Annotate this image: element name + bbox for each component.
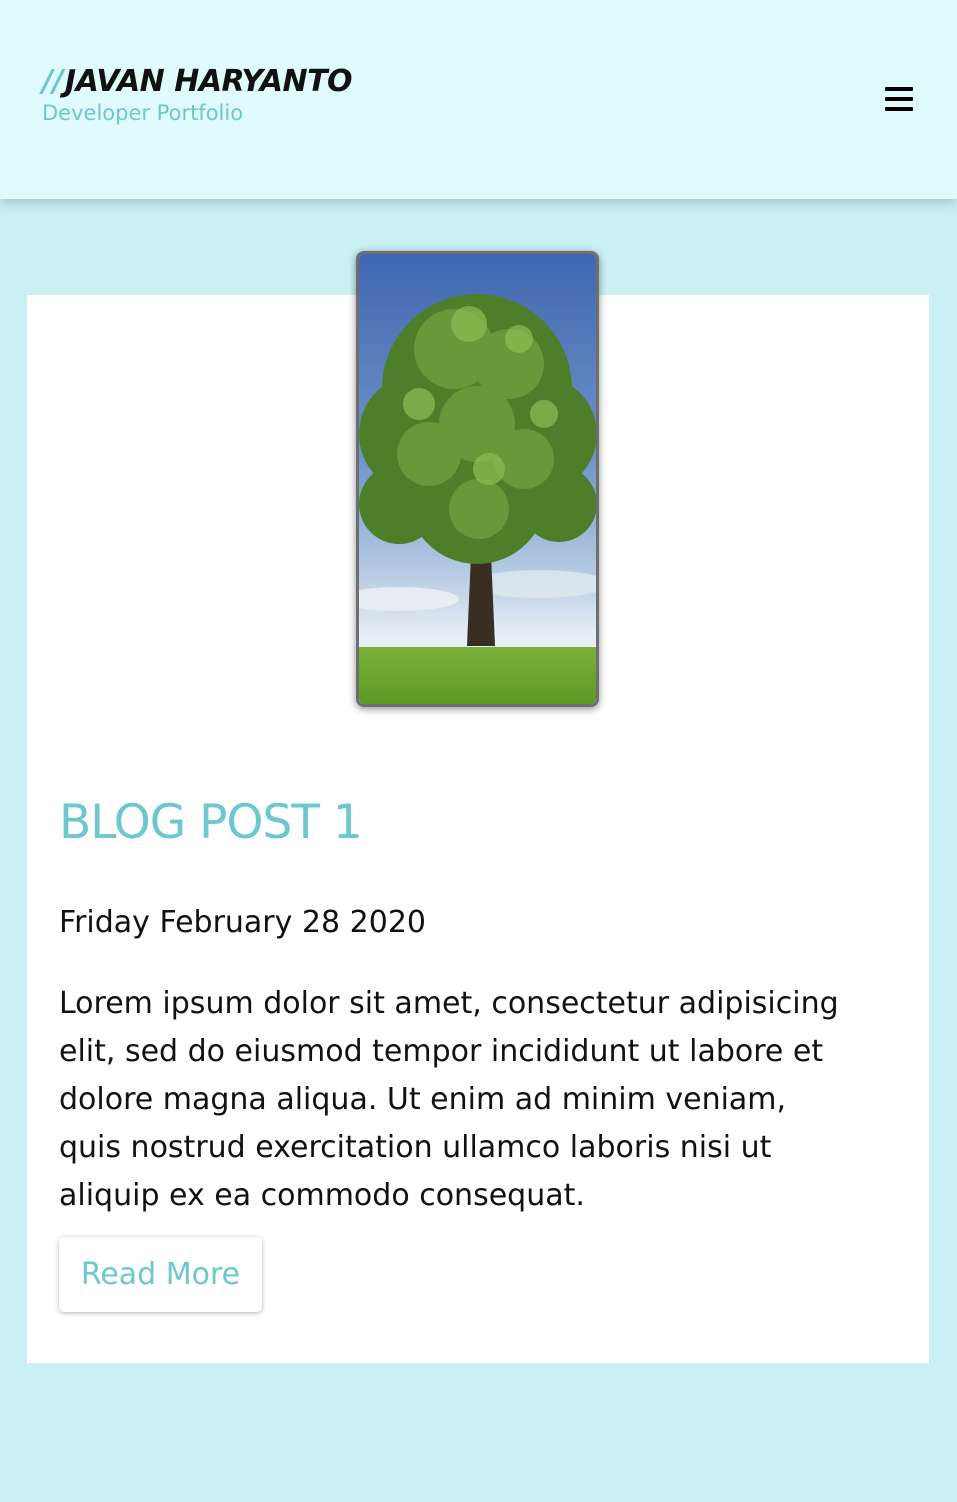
hamburger-menu-icon[interactable]: [885, 87, 913, 111]
brand-name: JAVAN HARYANTO: [64, 64, 353, 99]
brand-subtitle: Developer Portfolio: [42, 101, 244, 125]
brand[interactable]: [42, 64, 352, 126]
post-title: BLOG POST 1: [59, 795, 362, 850]
post-body: [59, 980, 909, 1220]
post-body-line: Lorem ipsum dolor sit amet, consectetur adipisicing: [59, 986, 839, 1021]
brand-title: [42, 64, 352, 100]
read-more-button[interactable]: Read More: [59, 1237, 262, 1312]
post-body-line: aliquip ex ea commodo consequat.: [59, 1178, 585, 1213]
post-body-line: quis nostrud exercitation ullamco laboris nisi ut: [59, 1130, 772, 1165]
post-body-line: dolore magna aliqua. Ut enim ad minim veniam,: [59, 1082, 787, 1117]
post-body-line: elit, sed do eiusmod tempor incididunt ut labore et: [59, 1034, 824, 1069]
post-date: Friday February 28 2020: [59, 905, 426, 940]
brand-slashes: //: [42, 64, 63, 99]
post-image-tree: [356, 251, 599, 707]
site-header: [0, 0, 957, 199]
